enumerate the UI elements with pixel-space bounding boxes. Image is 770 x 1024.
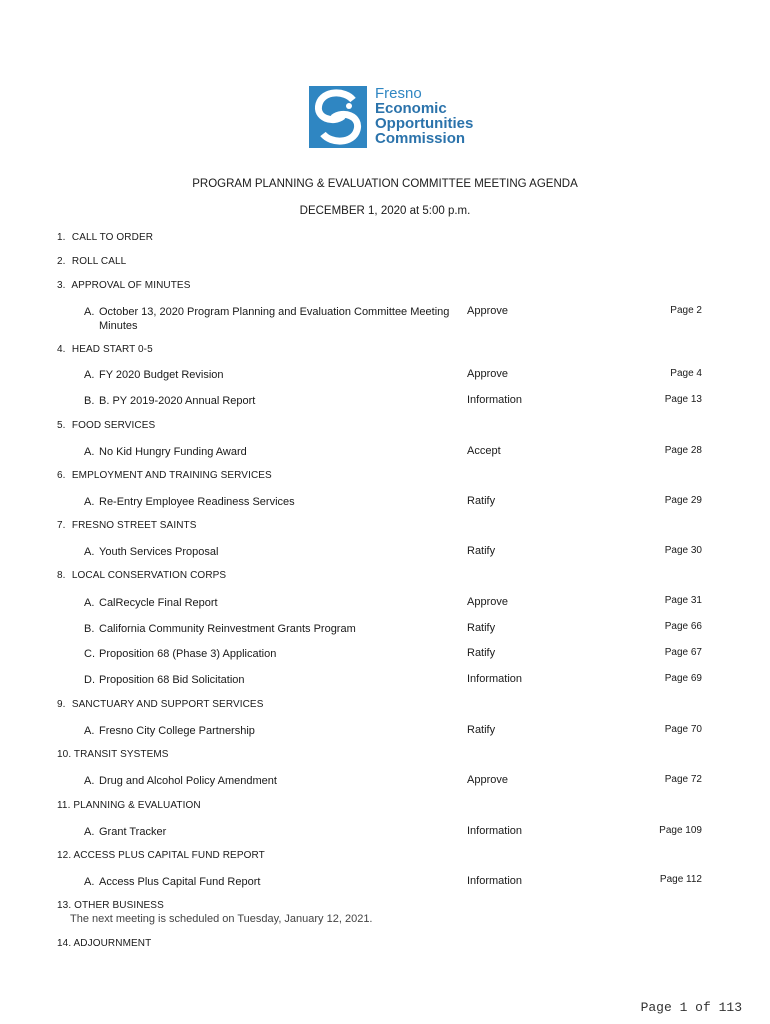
agenda-item: A. Drug and Alcohol Policy Amendment <box>84 775 277 787</box>
section-heading: 2. ROLL CALL <box>57 256 127 267</box>
logo-line-fresno: Fresno <box>375 85 422 102</box>
item-action: Approve <box>467 774 508 786</box>
item-action: Approve <box>467 368 508 380</box>
item-page-ref: Page 72 <box>664 774 702 785</box>
agenda-item: A. Fresno City College Partnership <box>84 725 255 737</box>
agenda-item: D. Proposition 68 Bid Solicitation <box>84 674 245 686</box>
agenda-item: A. No Kid Hungry Funding Award <box>84 446 247 458</box>
item-page-ref: Page 67 <box>664 647 702 658</box>
item-action: Information <box>467 825 523 837</box>
item-action: Information <box>467 394 523 406</box>
item-action: Information <box>467 875 523 887</box>
section-heading: 8. LOCAL CONSERVATION CORPS <box>57 570 227 581</box>
section-heading: 4. HEAD START 0-5 <box>57 344 153 355</box>
item-page-ref: Page 28 <box>664 445 702 456</box>
agenda-item: C. Proposition 68 (Phase 3) Application <box>84 648 277 660</box>
section-heading: 12. ACCESS PLUS CAPITAL FUND REPORT <box>57 850 265 861</box>
eoc-logo-icon <box>309 86 367 148</box>
agenda-title: PROGRAM PLANNING & EVALUATION COMMITTEE MEETING AGENDA <box>192 178 578 190</box>
agenda-item: A. Youth Services Proposal <box>84 546 219 558</box>
agenda-item: A. CalRecycle Final Report <box>84 597 218 609</box>
section-heading: 5. FOOD SERVICES <box>57 420 156 431</box>
item-page-ref: Page 29 <box>664 495 702 506</box>
next-meeting-note: The next meeting is scheduled on Tuesday, January 12, 2021. <box>70 913 373 925</box>
agenda-item: A. FY 2020 Budget Revision <box>84 369 224 381</box>
item-page-ref: Page 70 <box>664 724 702 735</box>
item-action: Ratify <box>467 495 496 507</box>
section-heading: 10. TRANSIT SYSTEMS <box>57 749 169 760</box>
item-action: Accept <box>467 445 501 457</box>
section-heading: 11. PLANNING & EVALUATION <box>57 800 201 811</box>
logo-line-commission: Commission <box>375 130 466 147</box>
section-heading: 6. EMPLOYMENT AND TRAINING SERVICES <box>57 470 272 481</box>
logo-line-economic: Economic <box>375 100 447 117</box>
item-action: Ratify <box>467 622 496 634</box>
item-page-ref: Page 112 <box>659 874 702 885</box>
item-action: Information <box>467 673 523 685</box>
item-page-ref: Page 109 <box>659 825 702 836</box>
agenda-item: A. October 13, 2020 Program Planning and Evaluation Committee Meeting Minutes <box>84 306 450 332</box>
item-action: Ratify <box>467 545 496 557</box>
section-heading: 1. CALL TO ORDER <box>57 232 154 243</box>
item-page-ref: Page 31 <box>664 595 702 606</box>
section-heading: 14. ADJOURNMENT <box>57 938 152 949</box>
item-page-ref: Page 13 <box>664 394 702 405</box>
section-heading: 9. SANCTUARY AND SUPPORT SERVICES <box>57 699 264 710</box>
agenda-item: B. California Community Reinvestment Grants Program <box>84 623 356 635</box>
item-page-ref: Page 2 <box>670 305 702 316</box>
agenda-item: A. Access Plus Capital Fund Report <box>84 876 261 888</box>
section-heading: 7. FRESNO STREET SAINTS <box>57 520 197 531</box>
section-heading: 3. APPROVAL OF MINUTES <box>57 280 191 291</box>
logo-line-opportunities: Opportunities <box>375 115 474 132</box>
item-page-ref: Page 4 <box>670 368 702 379</box>
page-number-footer: Page 1 of 113 <box>640 1000 742 1015</box>
item-action: Ratify <box>467 724 496 736</box>
section-heading: 13. OTHER BUSINESS <box>57 900 164 911</box>
agenda-item: A. Re-Entry Employee Readiness Services <box>84 496 295 508</box>
agenda-item: B. B. PY 2019-2020 Annual Report <box>84 395 256 407</box>
agenda-date: DECEMBER 1, 2020 at 5:00 p.m. <box>299 205 471 217</box>
agenda-item: A. Grant Tracker <box>84 826 167 838</box>
item-action: Approve <box>467 305 508 317</box>
item-action: Approve <box>467 596 508 608</box>
item-page-ref: Page 30 <box>664 545 702 556</box>
item-page-ref: Page 66 <box>664 621 702 632</box>
item-page-ref: Page 69 <box>664 673 702 684</box>
item-action: Ratify <box>467 647 496 659</box>
fresno-eoc-logo <box>309 86 489 152</box>
